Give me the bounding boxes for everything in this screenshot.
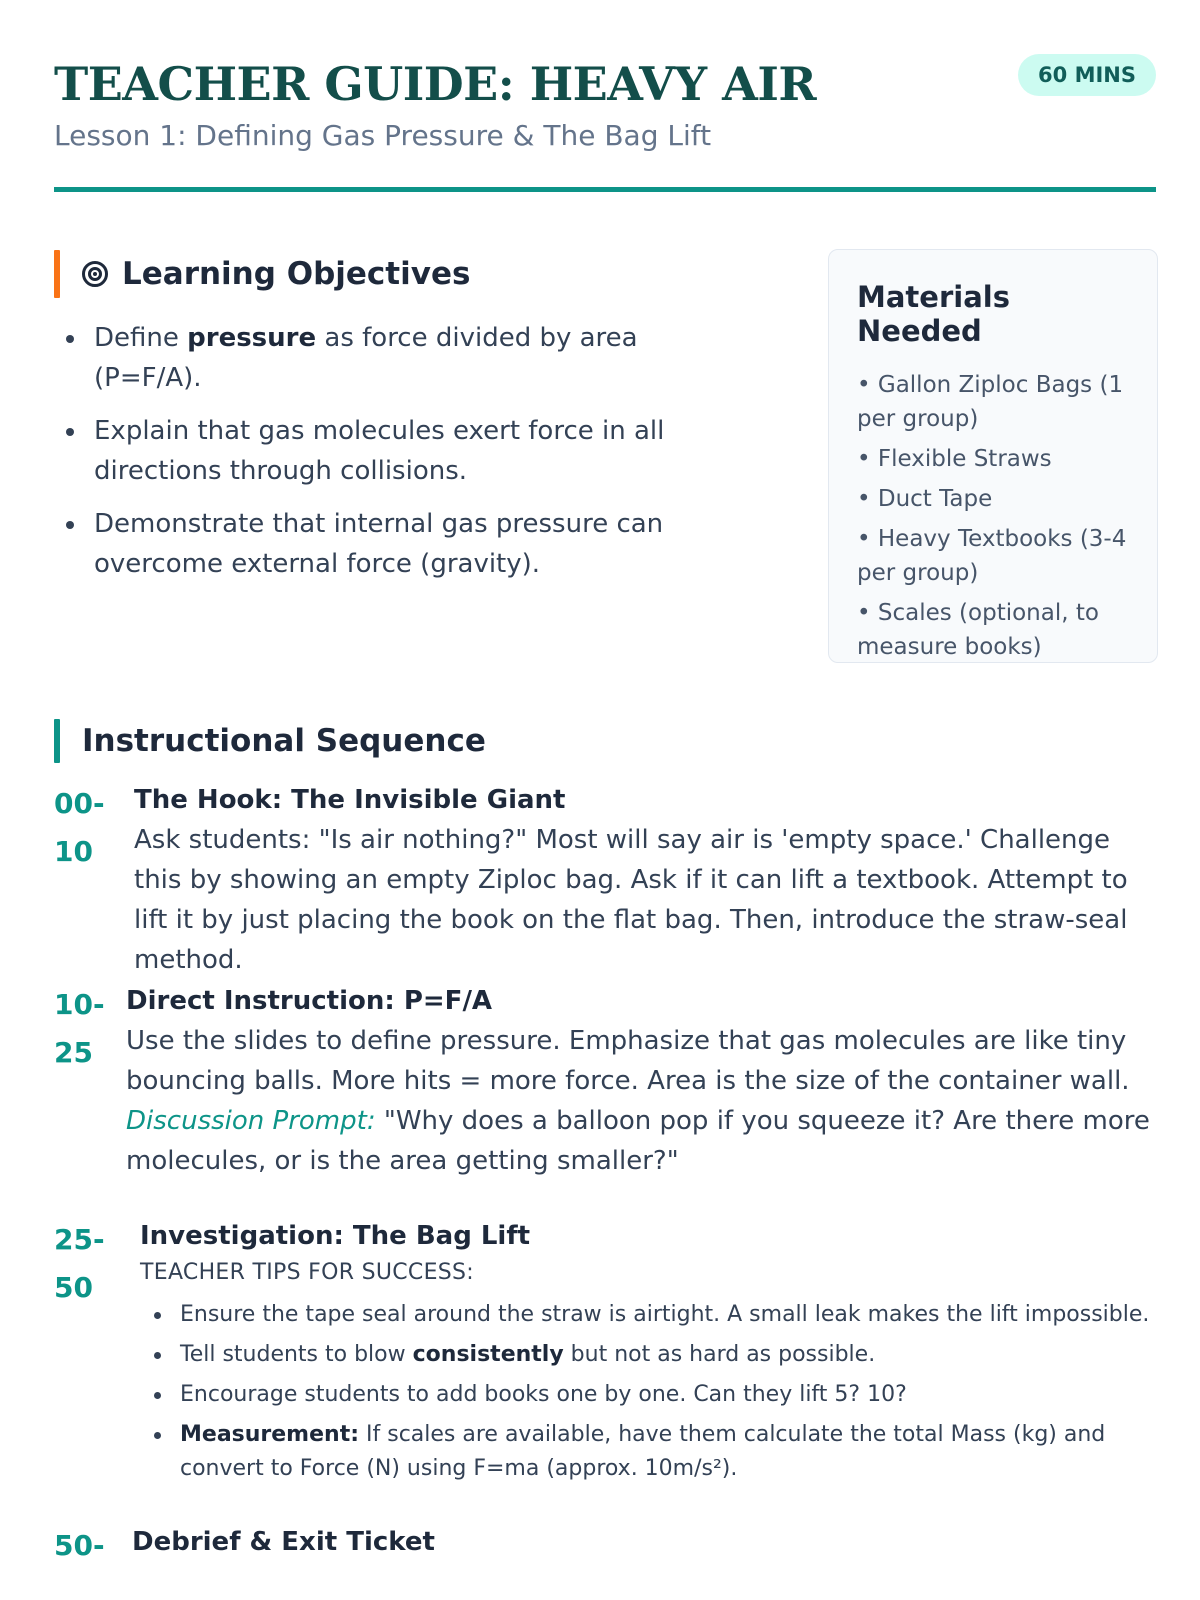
step-title: The Hook: The Invisible Giant <box>134 785 566 815</box>
material-item: • Heavy Textbooks (3-4 per group) <box>857 526 1127 586</box>
material-item: • Flexible Straws <box>857 446 1052 472</box>
discussion-prompt-text: "Why does a balloon pop if you squeeze it? Are there more molecules, or is the area getting smaller?" <box>126 1106 1150 1176</box>
step-time-end: 25 <box>54 1036 93 1069</box>
header-divider <box>54 187 1156 192</box>
accent-bar <box>54 719 60 763</box>
step-body <box>140 1216 1156 1492</box>
step-body <box>126 981 1156 1181</box>
step-time-end: 50 <box>54 1271 93 1304</box>
step-title: Debrief & Exit Ticket <box>132 1527 435 1557</box>
tips-label: TEACHER TIPS FOR SUCCESS: <box>140 1260 475 1285</box>
step-time-end: 10 <box>54 835 93 868</box>
step-time <box>54 1522 132 1570</box>
materials-card <box>828 249 1158 663</box>
objective-item: Demonstrate that internal gas pressure can overcome external force (gravity). <box>54 504 734 584</box>
sequence-step <box>54 981 1156 1181</box>
discussion-prompt-label: Discussion Prompt: <box>126 1106 376 1136</box>
tips-list <box>140 1298 1156 1486</box>
tip-keyword: Measurement: <box>180 1422 360 1447</box>
tip-text: Tell students to blow <box>180 1342 413 1367</box>
sequence-step <box>54 1216 1156 1492</box>
step-body <box>134 780 1156 980</box>
step-time-start: 10- <box>54 988 105 1021</box>
sequence-step <box>54 780 1156 980</box>
objectives-list <box>54 318 734 584</box>
sequence-heading <box>54 717 486 765</box>
step-body <box>132 1522 1156 1570</box>
tip-text: but not as hard as possible. <box>563 1342 876 1367</box>
step-time <box>54 780 134 980</box>
objective-text: Define <box>94 323 188 353</box>
objective-text: as force divided by area (P=F/A). <box>94 323 638 393</box>
accent-bar <box>54 250 60 298</box>
materials-title: Materials Needed <box>857 280 1010 348</box>
step-title: Investigation: The Bag Lift <box>140 1221 531 1251</box>
step-time-start: 25- <box>54 1223 105 1256</box>
page-subtitle: Lesson 1: Defining Gas Pressure & The Bag Lift <box>54 119 712 152</box>
material-item: • Gallon Ziploc Bags (1 per group) <box>857 372 1124 432</box>
tip-item <box>140 1338 1156 1372</box>
tip-item <box>140 1418 1156 1486</box>
objective-item <box>54 318 734 398</box>
step-title: Direct Instruction: P=F/A <box>126 986 493 1016</box>
sequence-step <box>54 1522 1156 1570</box>
objectives-heading <box>54 250 734 298</box>
step-time <box>54 1216 140 1492</box>
sequence-title: Instructional Sequence <box>82 723 486 759</box>
tip-item: Encourage students to add books one by one. Can they lift 5? 10? <box>140 1378 1156 1412</box>
page-title: TEACHER GUIDE: HEAVY AIR <box>54 57 817 111</box>
material-item: • Scales (optional, to measure books) <box>857 600 1099 660</box>
objectives-title: Learning Objectives <box>122 256 471 292</box>
tip-text: If scales are available, have them calculate the total Mass (kg) and convert to Force (N) using F=ma (approx. 10m/s²). <box>180 1422 1106 1481</box>
step-description: Ask students: "Is air nothing?" Most will say air is 'empty space.' Challenge this by showing an empty Ziploc bag. Ask if it can lift a textbook. Attempt to lift it by just placing the book on the flat bag. Then, introduce the straw-seal method. <box>134 825 1128 975</box>
learning-objectives-section <box>54 250 734 597</box>
tip-keyword: consistently <box>412 1342 564 1367</box>
duration-badge: 60 MINS <box>1018 54 1156 96</box>
step-time-start: 50- <box>54 1529 105 1562</box>
material-item: • Duct Tape <box>857 486 993 512</box>
step-description-text: Use the slides to define pressure. Emphasize that gas molecules are like tiny bouncing balls. More hits = more force. Area is the size of the container wall. <box>126 1026 1130 1096</box>
tip-item: Ensure the tape seal around the straw is airtight. A small leak makes the lift impossible. <box>140 1298 1156 1332</box>
page-header <box>54 52 1156 156</box>
target-icon <box>82 261 108 287</box>
objective-keyword: pressure <box>187 323 317 353</box>
step-time <box>54 981 126 1181</box>
step-description <box>126 1021 1156 1181</box>
objective-item: Explain that gas molecules exert force in all directions through collisions. <box>54 411 734 491</box>
step-time-start: 00- <box>54 787 105 820</box>
